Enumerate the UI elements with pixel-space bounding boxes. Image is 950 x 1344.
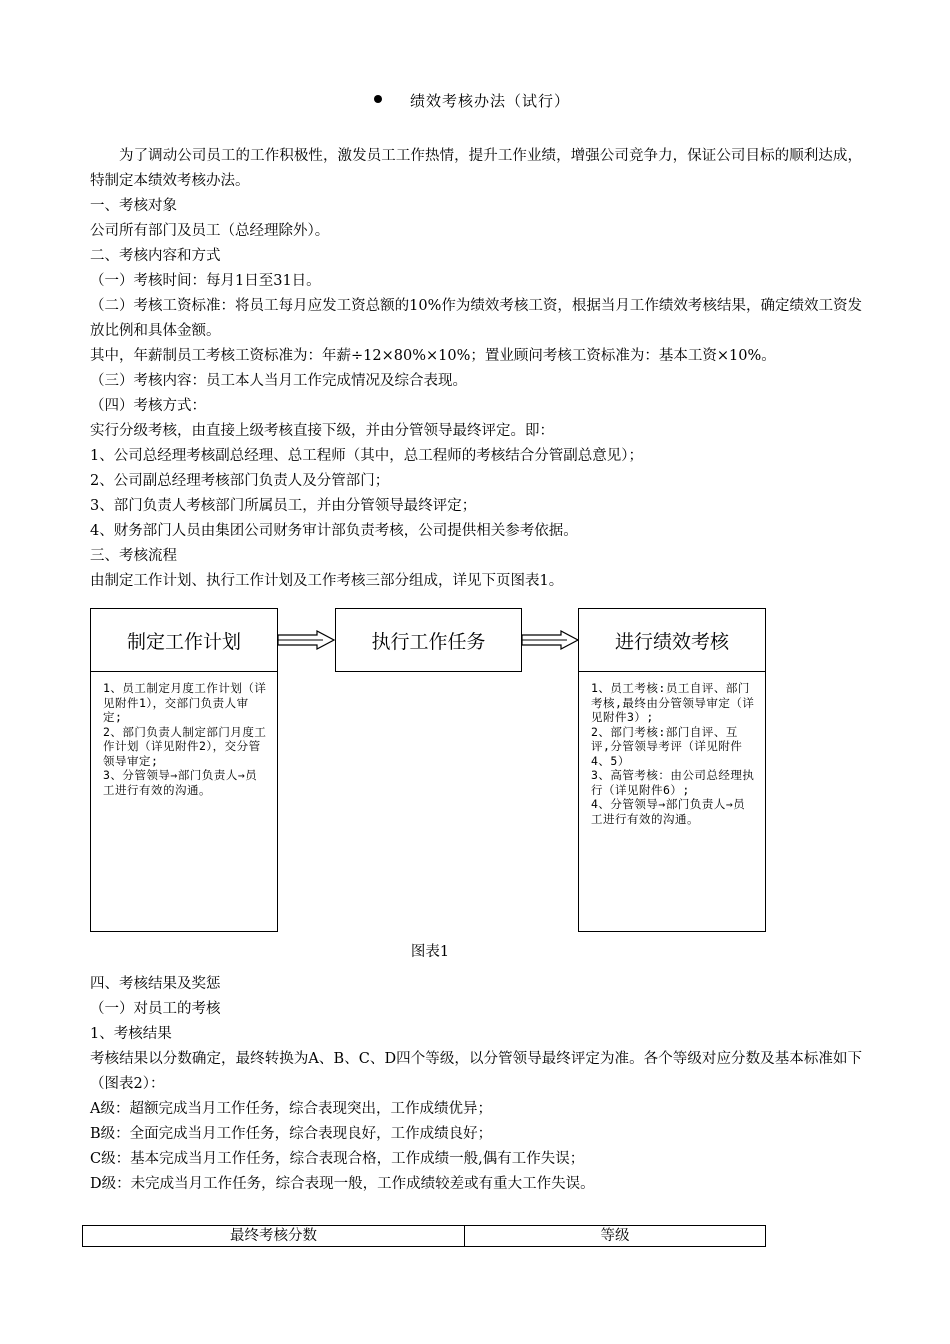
list-item: 4、财务部门人员由集团公司财务审计部负责考核，公司提供相关参考依据。 [90, 523, 578, 539]
figure-caption-text: 图表1 [410, 944, 450, 960]
table-header-grade: 等级 [465, 1226, 766, 1247]
figure-caption [0, 940, 860, 961]
table-header-row [83, 1226, 766, 1247]
title-row [0, 90, 950, 112]
flow-arrow-1 [277, 630, 337, 650]
paragraph: 实行分级考核，由直接上级考核直接下级，并由分管领导最终评定。即： [90, 423, 554, 439]
appraisal-box-list [591, 681, 755, 826]
bullet-icon [374, 95, 382, 103]
document-title: 绩效考核办法（试行） [410, 92, 571, 110]
paragraph: 由制定工作计划、执行工作计划及工作考核三部分组成，详见下页图表1。 [90, 573, 564, 589]
plan-item: 3、分管领导→部门负责人→员工进行有效的沟通。 [103, 768, 258, 797]
paragraph: （一）考核时间：每月1日至31日。 [90, 273, 321, 289]
grade-item: C级：基本完成当月工作任务，综合表现合格，工作成绩一般,偶有工作失误； [90, 1151, 585, 1167]
plan-item: 2、部门负责人制定部门月度工作计划（详见附件2），交分管领导审定; [103, 724, 267, 768]
appraisal-box [578, 608, 766, 932]
grade-item: B级：全面完成当月工作任务，综合表现良好，工作成绩良好； [90, 1126, 493, 1142]
list-item: 1、公司总经理考核副总经理、总工程师（其中，总工程师的考核结合分管副总意见）； [90, 448, 643, 464]
appraisal-box-title: 进行绩效考核 [579, 609, 765, 672]
heading: 三、考核流程 [90, 548, 177, 564]
appraisal-item: 4、分管领导→部门负责人→员工进行有效的沟通。 [591, 797, 746, 826]
execute-box-title: 执行工作任务 [371, 630, 486, 653]
grade-item: A级：超额完成当月工作任务，综合表现突出，工作成绩优异； [90, 1101, 492, 1117]
heading: （一）对员工的考核 [90, 1001, 221, 1017]
flow-arrow-2 [521, 630, 581, 650]
execute-box [335, 608, 522, 672]
paragraph: （四）考核方式： [90, 398, 206, 414]
paragraph: （三）考核内容：员工本人当月工作完成情况及综合表现。 [90, 373, 467, 389]
plan-box-title: 制定工作计划 [91, 609, 277, 672]
list-item: 3、部门负责人考核部门所属员工，并由分管领导最终评定； [90, 498, 477, 514]
section-intro-to-process [90, 144, 862, 594]
paragraph: 为了调动公司员工的工作积极性，激发员工工作热情，提升工作业绩，增强公司竞争力，保证公司目标的顺利达成，特制定本绩效考核办法。 [90, 148, 862, 189]
plan-box-list [103, 681, 267, 797]
heading: 二、考核内容和方式 [90, 248, 221, 264]
appraisal-item: 3、高管考核：由公司总经理执行（详见附件6）; [591, 768, 755, 797]
section-results [90, 972, 862, 1197]
heading: 1、考核结果 [90, 1026, 172, 1042]
plan-item: 1、员工制定月度工作计划（详见附件1），交部门负责人审定; [103, 681, 267, 724]
paragraph: 考核结果以分数确定，最终转换为A、B、C、D四个等级，以分管领导最终评定为准。各个等级对应分数及基本标准如下（图表2）： [90, 1051, 862, 1092]
grade-item: D级：未完成当月工作任务，综合表现一般，工作成绩较差或有重大工作失误。 [90, 1176, 595, 1192]
score-grade-table [82, 1225, 766, 1247]
paragraph: 其中，年薪制员工考核工资标准为：年薪÷12×80%×10%；置业顾问考核工资标准为：基本工资×10%。 [90, 348, 776, 364]
appraisal-item: 2、部门考核:部门自评、互评,分管领导考评（详见附件4、5） [591, 724, 743, 768]
appraisal-item: 1、员工考核:员工自评、部门考核,最终由分管领导审定（详见附件3）; [591, 681, 755, 724]
paragraph: 公司所有部门及员工（总经理除外）。 [90, 223, 330, 239]
heading: 一、考核对象 [90, 198, 177, 214]
table-header-score: 最终考核分数 [83, 1226, 465, 1247]
list-item: 2、公司副总经理考核部门负责人及分管部门； [90, 473, 390, 489]
plan-box [90, 608, 278, 932]
heading: 四、考核结果及奖惩 [90, 976, 221, 992]
process-flow-diagram [0, 606, 950, 936]
paragraph: （二）考核工资标准：将员工每月应发工资总额的10%作为绩效考核工资，根据当月工作绩效考核结果，确定绩效工资发放比例和具体金额。 [90, 298, 862, 339]
